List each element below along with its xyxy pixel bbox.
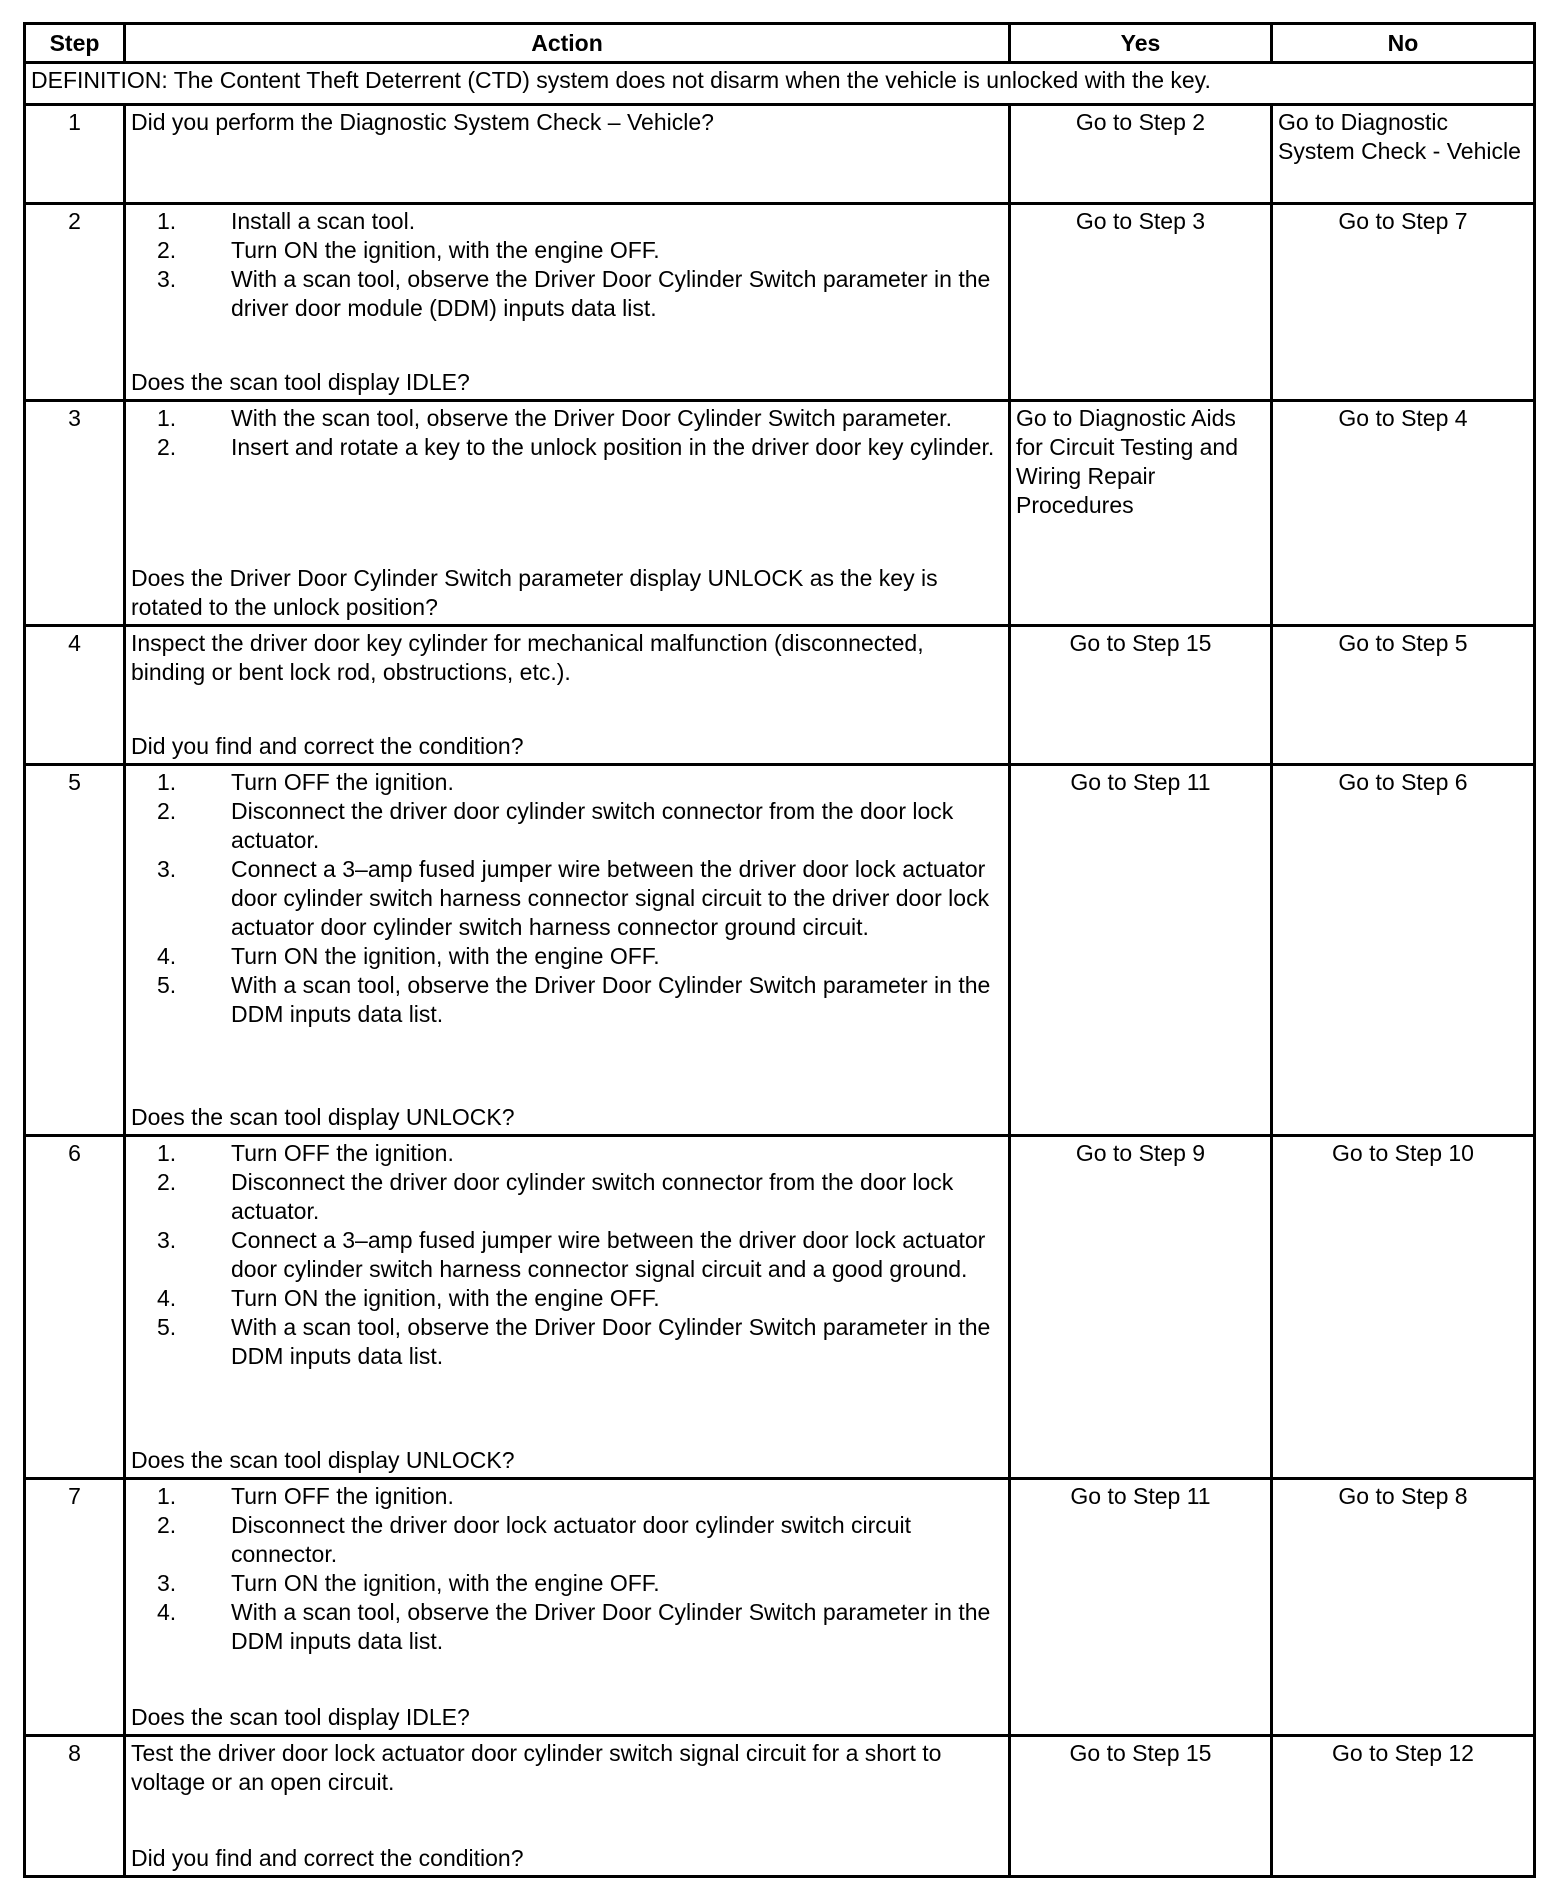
action-question: Does the scan tool display IDLE? [131,1704,470,1730]
list-item: Insert and rotate a key to the unlock position in the driver door key cylinder. [231,434,995,460]
list-item: Disconnect the driver door lock actuator door cylinder switch circuit connector. [231,1512,912,1567]
action-text: Did you perform the Diagnostic System Check – Vehicle? [131,109,714,135]
action-cell [125,765,1010,1136]
yes-cell: Go to Step 3 [1010,204,1272,401]
action-steps [131,207,1003,323]
header-row [25,24,1535,63]
action-cell [125,204,1010,401]
table-row [25,401,1535,626]
no-cell: Go to Step 12 [1272,1736,1535,1877]
action-steps [131,768,1003,1029]
action-cell [125,1479,1010,1736]
action-cell [125,105,1010,204]
no-cell: Go to Step 7 [1272,204,1535,401]
action-question: Did you find and correct the condition? [131,1845,524,1871]
step-number: 4 [25,626,125,765]
header-action: Action [125,24,1010,63]
table-row [25,105,1535,204]
list-item: With a scan tool, observe the Driver Door Cylinder Switch parameter in the DDM inputs data list. [231,1599,991,1654]
list-item: Turn ON the ignition, with the engine OFF. [231,943,660,969]
yes-cell: Go to Step 15 [1010,1736,1272,1877]
no-cell: Go to Step 4 [1272,401,1535,626]
table-row [25,204,1535,401]
table-row [25,1479,1535,1736]
step-number: 2 [25,204,125,401]
step-number: 7 [25,1479,125,1736]
list-item: Turn OFF the ignition. [231,1140,454,1166]
list-item: Connect a 3–amp fused jumper wire between the driver door lock actuator door cylinder switch harness connector signal circuit and a good ground. [231,1227,986,1282]
step-number: 8 [25,1736,125,1877]
header-step: Step [25,24,125,63]
no-cell: Go to Step 6 [1272,765,1535,1136]
action-question: Does the scan tool display UNLOCK? [131,1104,515,1130]
list-item: Disconnect the driver door cylinder switch connector from the door lock actuator. [231,1169,954,1224]
action-cell [125,626,1010,765]
list-item: With a scan tool, observe the Driver Door Cylinder Switch parameter in the DDM inputs data list. [231,1314,991,1369]
step-number: 1 [25,105,125,204]
action-cell [125,1736,1010,1877]
action-question: Does the scan tool display UNLOCK? [131,1447,515,1473]
action-question: Does the Driver Door Cylinder Switch parameter display UNLOCK as the key is rotated to the unlock position? [131,565,938,620]
yes-cell: Go to Step 2 [1010,105,1272,204]
step-number: 6 [25,1136,125,1479]
header-no: No [1272,24,1535,63]
list-item: Turn ON the ignition, with the engine OFF. [231,1285,660,1311]
definition-text: DEFINITION: The Content Theft Deterrent (CTD) system does not disarm when the vehicle is unlocked with the key. [25,63,1535,105]
action-text: Inspect the driver door key cylinder for mechanical malfunction (disconnected, binding or bent lock rod, obstructions, etc.). [131,630,924,685]
action-steps [131,404,1003,462]
yes-cell: Go to Step 11 [1010,1479,1272,1736]
list-item: Install a scan tool. [231,208,416,234]
list-item: Disconnect the driver door cylinder switch connector from the door lock actuator. [231,798,954,853]
yes-cell: Go to Step 11 [1010,765,1272,1136]
step-number: 3 [25,401,125,626]
list-item: Turn OFF the ignition. [231,769,454,795]
action-question: Does the scan tool display IDLE? [131,369,470,395]
action-text: Test the driver door lock actuator door cylinder switch signal circuit for a short to voltage or an open circuit. [131,1740,942,1795]
diagnostic-table [23,22,1536,1878]
action-steps [131,1482,1003,1656]
action-cell [125,401,1010,626]
table-row [25,626,1535,765]
action-steps [131,1139,1003,1371]
definition-row [25,63,1535,105]
list-item: With a scan tool, observe the Driver Door Cylinder Switch parameter in the driver door module (DDM) inputs data list. [231,266,991,321]
table-row [25,765,1535,1136]
no-cell: Go to Diagnostic System Check - Vehicle [1272,105,1535,204]
list-item: Turn OFF the ignition. [231,1483,454,1509]
no-cell: Go to Step 10 [1272,1136,1535,1479]
no-cell: Go to Step 8 [1272,1479,1535,1736]
action-question: Did you find and correct the condition? [131,733,524,759]
list-item: With a scan tool, observe the Driver Door Cylinder Switch parameter in the DDM inputs data list. [231,972,991,1027]
yes-cell: Go to Step 15 [1010,626,1272,765]
no-cell: Go to Step 5 [1272,626,1535,765]
list-item: With the scan tool, observe the Driver Door Cylinder Switch parameter. [231,405,952,431]
action-cell [125,1136,1010,1479]
list-item: Turn ON the ignition, with the engine OFF. [231,1570,660,1596]
table-row [25,1136,1535,1479]
list-item: Connect a 3–amp fused jumper wire between the driver door lock actuator door cylinder switch harness connector signal circuit to the driver door lock actuator door cylinder switch harness connector ground circuit. [231,856,990,940]
list-item: Turn ON the ignition, with the engine OFF. [231,237,660,263]
yes-cell: Go to Step 9 [1010,1136,1272,1479]
table-row [25,1736,1535,1877]
header-yes: Yes [1010,24,1272,63]
step-number: 5 [25,765,125,1136]
yes-cell: Go to Diagnostic Aids for Circuit Testing and Wiring Repair Procedures [1010,401,1272,626]
